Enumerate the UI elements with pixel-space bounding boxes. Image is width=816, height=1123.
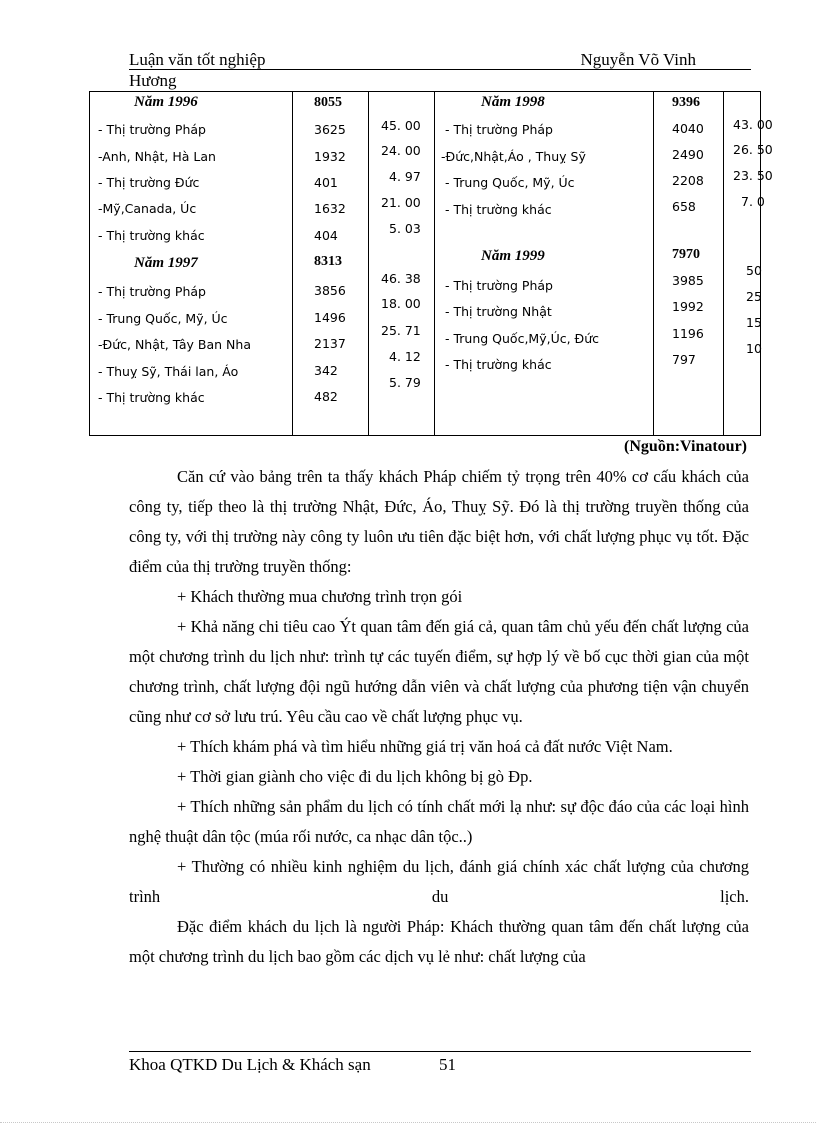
percent-cell: 50	[746, 263, 762, 278]
year-1998-title: Năm 1998	[481, 94, 545, 110]
percent-cell: 26. 50	[733, 142, 773, 157]
percent-cell: 5. 03	[389, 221, 421, 236]
value-cell: 1496	[314, 310, 346, 325]
value-cell: 1932	[314, 149, 346, 164]
paragraph: + Thích khám phá và tìm hiểu những giá trị văn hoá cả đất nước Việt Nam.	[177, 737, 673, 756]
year-1996-title: Năm 1996	[134, 94, 198, 110]
paragraph: Đặc điểm khách du lịch là người Pháp: Khách thường quan tâm đến chất lượng của một chương trình du lịch bao gồm các dịch vụ lẻ như: chất lượng của	[129, 917, 749, 966]
percent-cell: 25	[746, 289, 762, 304]
value-cell: 658	[672, 199, 696, 214]
percent-cell: 24. 00	[381, 143, 421, 158]
percent-cell: 46. 38	[381, 271, 421, 286]
markets-1996-1997-cell	[90, 92, 293, 436]
value-cell: 1632	[314, 201, 346, 216]
percent-cell: 25. 71	[381, 323, 421, 338]
body-text	[129, 462, 749, 972]
paragraph: + Khả năng chi tiêu cao Ýt quan tâm đến giá cả, quan tâm chủ yếu đến chất lượng của một chương trình du lịch như: trình tự các tuyến điểm, sự hợp lý về bố cục thời gian của một chương trình, chất lượng đội ngũ hướng dẫn viên và chất lượng của phương tiện vận chuyển cũng như cơ sở lưu trú. Yêu cầu cao về chất lượng phục vụ.	[129, 617, 749, 726]
value-cell: 3856	[314, 283, 346, 298]
value-cell: 1992	[672, 299, 704, 314]
footer-faculty: Khoa QTKD Du Lịch & Khách sạn	[129, 1055, 371, 1074]
value-cell: 3985	[672, 273, 704, 288]
footer-rule	[129, 1051, 751, 1052]
percent-cell: 18. 00	[381, 296, 421, 311]
percent-cell: 21. 00	[381, 195, 421, 210]
market-row: - Thị trường Pháp	[445, 122, 553, 137]
market-structure-table	[89, 91, 773, 436]
percent-cell: 5. 79	[389, 375, 421, 390]
market-row: -Đức,Nhật,Áo , Thuỵ Sỹ	[441, 149, 586, 164]
market-row: - Thị trường Pháp	[98, 122, 206, 137]
market-row: - Thị trường khác	[98, 228, 205, 243]
value-cell: 342	[314, 363, 338, 378]
percent-cell: 23. 50	[733, 168, 773, 183]
year-1999-total: 7970	[672, 247, 700, 262]
header-author-continuation: Hương	[129, 71, 177, 90]
value-cell: 2490	[672, 147, 704, 162]
market-row: -Anh, Nhật, Hà Lan	[98, 149, 216, 164]
value-cell: 2208	[672, 173, 704, 188]
value-cell: 4040	[672, 121, 704, 136]
market-row: - Thị trường Pháp	[445, 278, 553, 293]
year-1997-total: 8313	[314, 254, 342, 269]
market-row: - Trung Quốc,Mỹ,Úc, Đức	[445, 331, 600, 346]
percent-cell: 15	[746, 315, 762, 330]
percent-cell: 4. 12	[389, 349, 421, 364]
market-row: -Mỹ,Canada, Úc	[98, 201, 197, 216]
value-cell: 2137	[314, 336, 346, 351]
header-title: Luận văn tốt nghiệp	[129, 50, 266, 69]
percent-cell: 7. 0	[741, 194, 765, 209]
value-cell: 482	[314, 389, 338, 404]
header-author: Nguyễn Võ Vinh	[580, 50, 696, 69]
paragraph: + Thời gian giành cho việc đi du lịch không bị gò Ðp.	[177, 767, 533, 786]
year-1999-title: Năm 1999	[481, 248, 545, 264]
market-row: - Thị trường Nhật	[445, 304, 552, 319]
market-row: - Thuỵ Sỹ, Thái lan, Áo	[98, 364, 239, 379]
market-row: - Thị trường khác	[98, 390, 205, 405]
value-cell: 797	[672, 352, 696, 367]
market-row: - Thị trường Pháp	[98, 284, 206, 299]
market-row: - Trung Quốc, Mỹ, Úc	[98, 311, 228, 326]
values-1996-1997-cell	[293, 92, 369, 436]
percents-1998-1999-cell	[724, 92, 773, 436]
percent-cell: 43. 00	[733, 117, 773, 132]
market-row: - Thị trường Đức	[98, 175, 200, 190]
paragraph: Căn cứ vào bảng trên ta thấy khách Pháp chiếm tỷ trọng trên 40% cơ cấu khách của công ty, tiếp theo là thị trường Nhật, Đức, Áo, Thuỵ Sỹ. Đó là thị trường truyền thống của công ty, với thị trường này công ty luôn ưu tiên đặc biệt hơn, với chất lượng phục vụ tốt. Đặc điểm của thị trường truyền thống:	[129, 467, 749, 576]
values-1998-1999-cell	[654, 92, 724, 436]
market-row: - Thị trường khác	[445, 357, 552, 372]
paragraph: + Thường có nhiều kinh nghiệm du lịch, đánh giá chính xác chất lượng của chương trình du lịch.	[129, 857, 749, 906]
paragraph: + Khách thường mua chương trình trọn gói	[177, 587, 463, 606]
header-rule	[129, 69, 751, 70]
year-1997-title: Năm 1997	[134, 255, 198, 271]
value-cell: 1196	[672, 326, 704, 341]
value-cell: 404	[314, 228, 338, 243]
percent-cell: 10	[746, 341, 762, 356]
page-number: 51	[439, 1055, 456, 1074]
paragraph: + Thích những sản phẩm du lịch có tính chất mới lạ như: sự độc đáo của các loại hình nghệ thuật dân tộc (múa rối nước, ca nhạc dân tộc..)	[129, 797, 749, 846]
year-1996-total: 8055	[314, 95, 342, 110]
year-1998-total: 9396	[672, 95, 700, 110]
table-source: (Nguồn:Vinatour)	[624, 438, 747, 455]
market-row: -Đức, Nhật, Tây Ban Nha	[98, 337, 251, 352]
percent-cell: 4. 97	[389, 169, 421, 184]
page-header	[129, 50, 751, 90]
percents-1996-1997-cell	[369, 92, 435, 436]
market-row: - Trung Quốc, Mỹ, Úc	[445, 175, 575, 190]
value-cell: 401	[314, 175, 338, 190]
market-row: - Thị trường khác	[445, 202, 552, 217]
value-cell: 3625	[314, 122, 346, 137]
markets-1998-1999-cell	[435, 92, 654, 436]
percent-cell: 45. 00	[381, 118, 421, 133]
